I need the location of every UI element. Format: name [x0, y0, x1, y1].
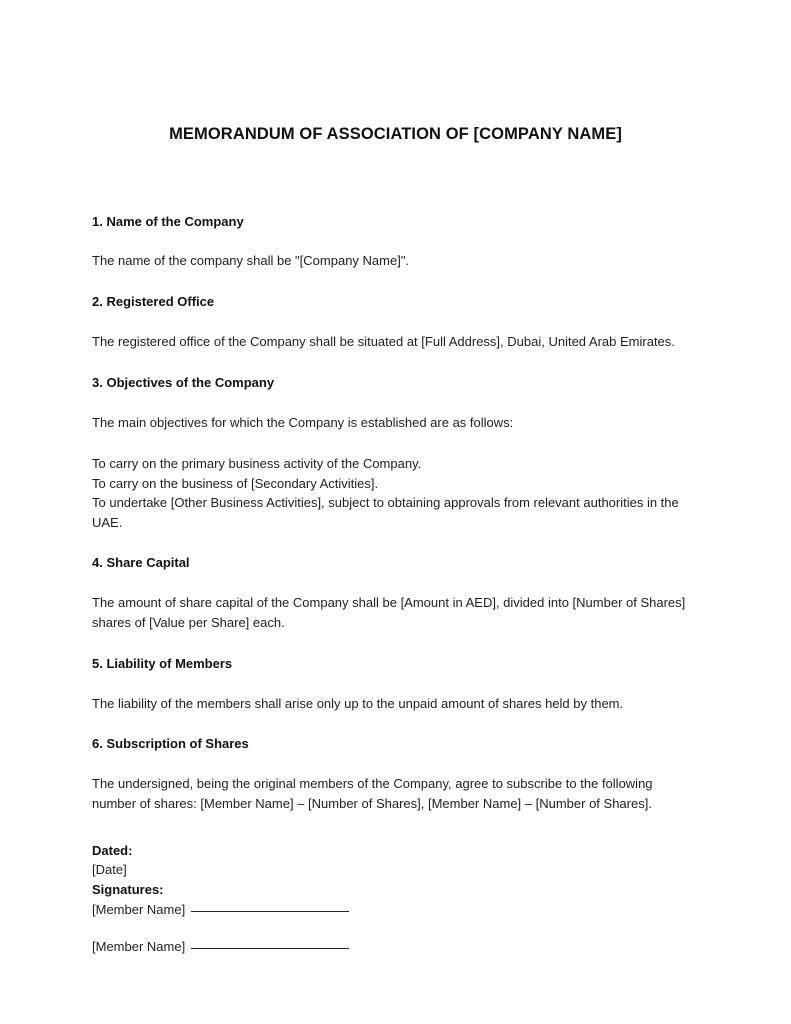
signatures-label: Signatures:	[92, 882, 164, 898]
section-share-capital	[92, 554, 699, 632]
section-paragraph: The amount of share capital of the Company shall be [Amount in AED], divided into [Number of Shares] shares of [Value per Share] each.	[92, 595, 686, 630]
date-value: [Date]	[92, 862, 127, 878]
section-heading: 6. Subscription of Shares	[92, 736, 249, 752]
section-heading: 4. Share Capital	[92, 555, 190, 571]
section-subscription-of-shares	[92, 735, 699, 813]
signature-rule[interactable]	[191, 948, 349, 949]
section-paragraph: The liability of the members shall arise only up to the unpaid amount of shares held by them.	[92, 695, 624, 711]
section-heading: 1. Name of the Company	[92, 213, 244, 229]
document-content	[92, 0, 699, 956]
signature-block	[92, 841, 699, 957]
signature-member-name: [Member Name]	[92, 938, 186, 954]
document-title: MEMORANDUM OF ASSOCIATION OF [COMPANY NAME]	[169, 125, 622, 143]
objective-item: To undertake [Other Business Activities], subject to obtaining approvals from relevant authorities in the UAE.	[92, 495, 679, 530]
section-heading: 5. Liability of Members	[92, 655, 233, 671]
section-objectives-of-the-company	[92, 374, 699, 533]
objective-item: To carry on the business of [Secondary Activities].	[92, 475, 379, 491]
objectives-list	[92, 454, 699, 532]
section-liability-of-members	[92, 655, 699, 714]
signature-line-row	[92, 900, 699, 920]
section-name-of-the-company	[92, 213, 699, 272]
section-paragraph: The main objectives for which the Company is established are as follows:	[92, 414, 514, 430]
section-paragraph: The registered office of the Company shall be situated at [Full Address], Dubai, United Arab Emirates.	[92, 334, 675, 350]
dated-label: Dated:	[92, 842, 133, 858]
objective-item: To carry on the primary business activity of the Company.	[92, 456, 422, 472]
signature-member-name: [Member Name]	[92, 901, 186, 917]
signature-line-row	[92, 937, 699, 957]
signature-rule[interactable]	[191, 911, 349, 912]
section-heading: 2. Registered Office	[92, 294, 215, 310]
section-paragraph: The name of the company shall be "[Company Name]".	[92, 253, 410, 269]
section-heading: 3. Objectives of the Company	[92, 374, 275, 390]
section-registered-office	[92, 293, 699, 352]
section-paragraph: The undersigned, being the original members of the Company, agree to subscribe to the following number of shares: [Member Name] – [Number of Shares], [Member Name] – [Number of Shares].	[92, 776, 653, 811]
